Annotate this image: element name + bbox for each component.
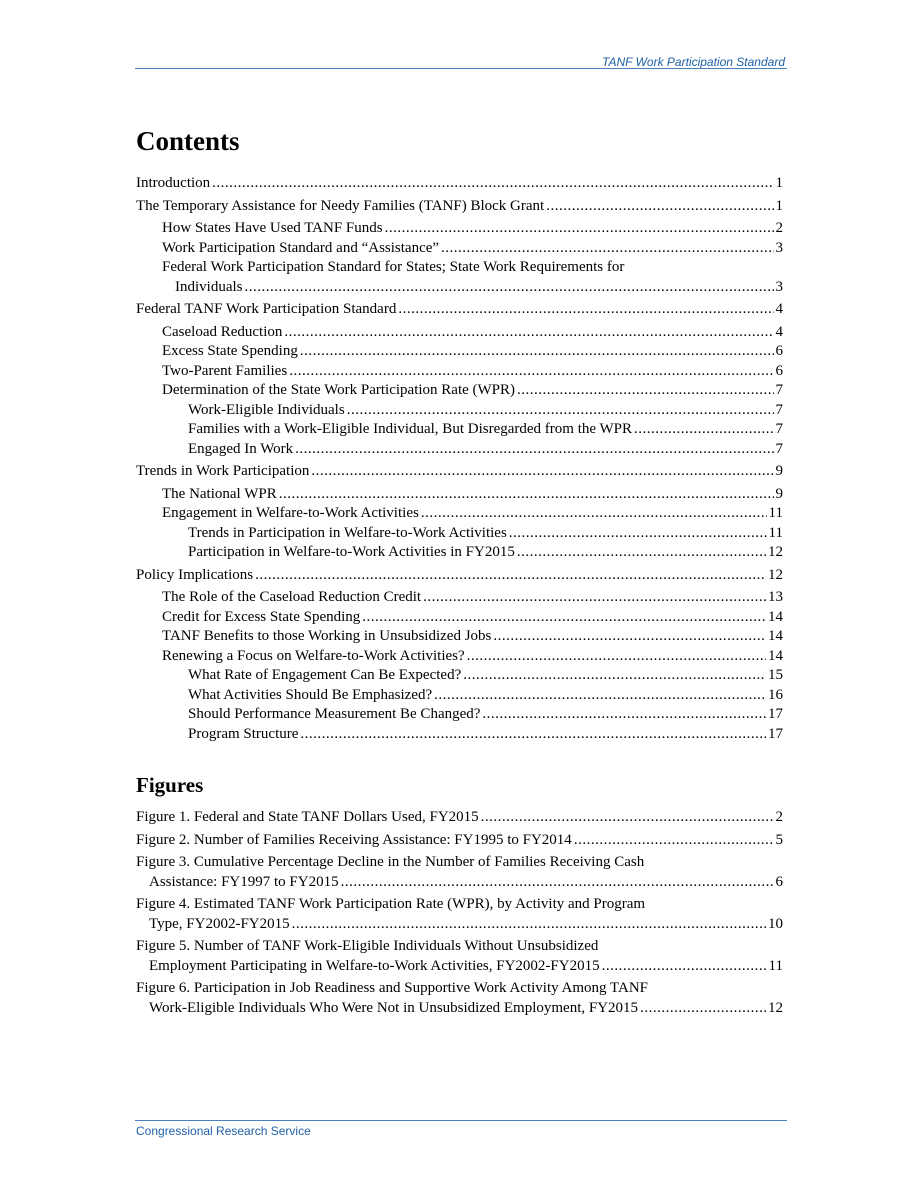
- toc-entry[interactable]: [136, 524, 783, 544]
- toc-leader-dots: [602, 957, 767, 977]
- toc-entry-page: 10: [768, 915, 783, 932]
- toc-entry[interactable]: [136, 401, 783, 421]
- figure-list-item[interactable]: [136, 937, 783, 976]
- contents-heading: Contents: [136, 126, 240, 156]
- toc-leader-dots: [212, 174, 773, 194]
- toc-entry[interactable]: [136, 873, 783, 893]
- toc-leader-dots: [421, 504, 767, 524]
- toc-entry-page: 7: [775, 440, 783, 457]
- toc-entry-title: Figure 2. Number of Families Receiving Assistance: FY1995 to FY2014: [136, 831, 572, 848]
- toc-entry-title: Excess State Spending: [162, 343, 298, 359]
- toc-entry[interactable]: [136, 915, 783, 935]
- toc-leader-dots: [640, 999, 766, 1019]
- toc-entry-title: The Temporary Assistance for Needy Families (TANF) Block Grant: [136, 197, 545, 214]
- toc-entry[interactable]: [136, 504, 783, 524]
- figure-list-item[interactable]: [136, 895, 783, 934]
- figure-entry-title-line: [136, 979, 783, 999]
- toc-leader-dots: [347, 401, 774, 421]
- toc-entry-page: 11: [768, 505, 783, 521]
- figure-list-item[interactable]: [136, 808, 783, 828]
- toc-entry-page: 6: [775, 362, 783, 379]
- toc-entry-page: 1: [775, 175, 783, 191]
- toc-entry-page: 12: [768, 544, 783, 560]
- toc-entry[interactable]: [136, 440, 783, 460]
- toc-entry[interactable]: [136, 239, 783, 259]
- toc-entry-title: Should Performance Measurement Be Changed?: [188, 706, 481, 722]
- toc-entry-page: 3: [775, 278, 783, 295]
- toc-entry-title: What Activities Should Be Emphasized?: [188, 686, 433, 703]
- toc-entry-title: Families with a Work-Eligible Individual, But Disregarded from the WPR: [188, 421, 633, 437]
- toc-leader-dots: [284, 323, 773, 343]
- toc-entry-page: 7: [775, 382, 783, 398]
- toc-entry-wrapped[interactable]: [136, 258, 783, 297]
- header-rule: [135, 68, 787, 69]
- toc-leader-dots: [574, 831, 774, 851]
- toc-leader-dots: [255, 566, 766, 586]
- toc-entry[interactable]: [136, 957, 783, 977]
- figure-entry-title: Figure 5. Number of TANF Work-Eligible Individuals Without Unsubsidized: [136, 938, 599, 954]
- toc-entry[interactable]: [136, 705, 783, 725]
- figure-entry-title: Figure 6. Participation in Job Readiness and Supportive Work Activity Among TANF: [136, 980, 649, 996]
- toc-entry-title: How States Have Used TANF Funds: [162, 220, 383, 236]
- toc-leader-dots: [362, 608, 766, 628]
- toc-entry[interactable]: [136, 420, 783, 440]
- toc-leader-dots: [398, 300, 773, 320]
- toc-leader-dots: [481, 808, 774, 828]
- toc-entry-title: Assistance: FY1997 to FY2015: [149, 873, 339, 890]
- toc-entry[interactable]: [136, 278, 783, 298]
- toc-entry-title: Renewing a Focus on Welfare-to-Work Activities?: [162, 647, 465, 664]
- footer-org: Congressional Research Service: [136, 1124, 311, 1138]
- toc-entry-page: 6: [775, 343, 783, 359]
- toc-entry-page: 16: [768, 686, 783, 703]
- running-header-title: TANF Work Participation Standard: [602, 55, 785, 69]
- toc-entry[interactable]: [136, 566, 783, 586]
- toc-entry-title: Caseload Reduction: [162, 323, 283, 340]
- toc-entry[interactable]: [136, 362, 783, 382]
- toc-leader-dots: [289, 362, 773, 382]
- toc-entry-title: Work Participation Standard and “Assistance”: [162, 239, 440, 256]
- toc-entry-page: 9: [775, 485, 783, 502]
- toc-entry-page: 14: [768, 608, 783, 625]
- toc-entry-page: 2: [775, 809, 783, 825]
- toc-entry-page: 12: [768, 566, 783, 583]
- toc-entry[interactable]: [136, 174, 783, 194]
- contents-list: [136, 174, 783, 744]
- toc-entry-page: 2: [775, 220, 783, 236]
- figure-list-item[interactable]: [136, 831, 783, 851]
- toc-entry-title: Engagement in Welfare-to-Work Activities: [162, 505, 419, 521]
- toc-leader-dots: [634, 420, 773, 440]
- figure-entry-title: Figure 3. Cumulative Percentage Decline in the Number of Families Receiving Cash: [136, 854, 645, 870]
- toc-entry[interactable]: [136, 462, 783, 482]
- toc-entry-page: 17: [768, 725, 783, 742]
- toc-entry-title: Individuals: [175, 278, 243, 295]
- toc-entry-page: 9: [775, 463, 783, 479]
- toc-leader-dots: [509, 524, 767, 544]
- toc-leader-dots: [482, 705, 766, 725]
- toc-entry-page: 7: [775, 401, 783, 418]
- toc-entry-title: Participation in Welfare-to-Work Activities in FY2015: [188, 544, 515, 560]
- toc-entry-title-line: [136, 258, 783, 278]
- toc-entry[interactable]: [136, 323, 783, 343]
- toc-entry-page: 13: [768, 589, 783, 605]
- toc-leader-dots: [441, 239, 773, 259]
- figures-heading: Figures: [136, 773, 204, 797]
- toc-entry-page: 12: [768, 999, 783, 1016]
- toc-entry-title: Work-Eligible Individuals Who Were Not in Unsubsidized Employment, FY2015: [149, 999, 639, 1016]
- figure-entry-title-line: [136, 895, 783, 915]
- toc-entry-page: 7: [775, 421, 783, 437]
- toc-entry-page: 14: [768, 628, 783, 644]
- toc-entry-title: Credit for Excess State Spending: [162, 608, 361, 625]
- toc-leader-dots: [300, 725, 766, 745]
- toc-entry-title: Employment Participating in Welfare-to-Work Activities, FY2002-FY2015: [149, 957, 600, 974]
- toc-leader-dots: [493, 627, 766, 647]
- toc-entry[interactable]: [136, 219, 783, 239]
- toc-entry-page: 5: [775, 831, 783, 848]
- toc-entry-title: Trends in Work Participation: [136, 463, 310, 479]
- toc-entry[interactable]: [136, 381, 783, 401]
- toc-entry-page: 14: [768, 647, 783, 664]
- toc-entry[interactable]: [136, 485, 783, 505]
- toc-leader-dots: [295, 440, 773, 460]
- toc-entry[interactable]: [136, 808, 783, 828]
- toc-entry-title: Work-Eligible Individuals: [188, 401, 345, 418]
- toc-leader-dots: [517, 543, 766, 563]
- toc-leader-dots: [546, 197, 773, 217]
- toc-entry-title: Federal TANF Work Participation Standard: [136, 301, 397, 317]
- toc-entry-title: Program Structure: [188, 725, 299, 742]
- figures-list: [136, 808, 783, 1018]
- toc-leader-dots: [463, 666, 766, 686]
- toc-entry-page: 17: [768, 706, 783, 722]
- toc-entry-page: 3: [775, 239, 783, 256]
- figure-entry-title: Figure 4. Estimated TANF Work Participation Rate (WPR), by Activity and Program: [136, 896, 646, 912]
- figure-entry-title-line: [136, 853, 783, 873]
- toc-entry[interactable]: [136, 608, 783, 628]
- toc-entry-page: 15: [768, 667, 783, 683]
- toc-leader-dots: [245, 278, 774, 298]
- toc-entry-title: Figure 1. Federal and State TANF Dollars Used, FY2015: [136, 809, 479, 825]
- toc-entry[interactable]: [136, 543, 783, 563]
- toc-entry[interactable]: [136, 831, 783, 851]
- toc-entry-title: Federal Work Participation Standard for States; State Work Requirements for: [162, 259, 625, 275]
- toc-entry-page: 11: [768, 524, 783, 541]
- toc-leader-dots: [517, 381, 773, 401]
- toc-leader-dots: [292, 915, 766, 935]
- toc-entry-title: Type, FY2002-FY2015: [149, 915, 290, 932]
- toc-entry[interactable]: [136, 197, 783, 217]
- toc-leader-dots: [423, 588, 766, 608]
- toc-entry-title: What Rate of Engagement Can Be Expected?: [188, 667, 462, 683]
- toc-leader-dots: [434, 686, 766, 706]
- toc-entry-title: Trends in Participation in Welfare-to-Work Activities: [188, 524, 507, 541]
- toc-entry[interactable]: [136, 725, 783, 745]
- figure-entry-title-line: [136, 937, 783, 957]
- toc-entry-page: 6: [775, 873, 783, 890]
- toc-entry-page: 1: [775, 197, 783, 214]
- toc-entry[interactable]: [136, 666, 783, 686]
- toc-leader-dots: [385, 219, 774, 239]
- toc-leader-dots: [279, 485, 774, 505]
- toc-entry-title: TANF Benefits to those Working in Unsubsidized Jobs: [162, 628, 492, 644]
- toc-entry[interactable]: [136, 647, 783, 667]
- toc-entry[interactable]: [136, 627, 783, 647]
- toc-entry-title: The Role of the Caseload Reduction Credit: [162, 589, 422, 605]
- toc-entry-title: Introduction: [136, 175, 211, 191]
- toc-leader-dots: [467, 647, 766, 667]
- toc-entry[interactable]: [136, 999, 783, 1019]
- toc-entry-page: 4: [775, 301, 783, 317]
- toc-entry-title: Policy Implications: [136, 566, 254, 583]
- toc-entry-title: Engaged In Work: [188, 440, 294, 457]
- toc-entry-page: 11: [768, 957, 783, 974]
- toc-entry-title: Two-Parent Families: [162, 362, 288, 379]
- figure-list-item[interactable]: [136, 853, 783, 892]
- toc-leader-dots: [300, 342, 774, 362]
- toc-leader-dots: [341, 873, 774, 893]
- toc-entry-title: Determination of the State Work Participation Rate (WPR): [162, 382, 516, 398]
- toc-entry[interactable]: [136, 686, 783, 706]
- toc-entry-page: 4: [775, 323, 783, 340]
- toc-entry[interactable]: [136, 342, 783, 362]
- footer-rule: [135, 1120, 787, 1121]
- toc-entry[interactable]: [136, 588, 783, 608]
- figure-list-item[interactable]: [136, 979, 783, 1018]
- toc-leader-dots: [311, 462, 773, 482]
- toc-entry-title: The National WPR: [162, 485, 277, 502]
- toc-entry[interactable]: [136, 300, 783, 320]
